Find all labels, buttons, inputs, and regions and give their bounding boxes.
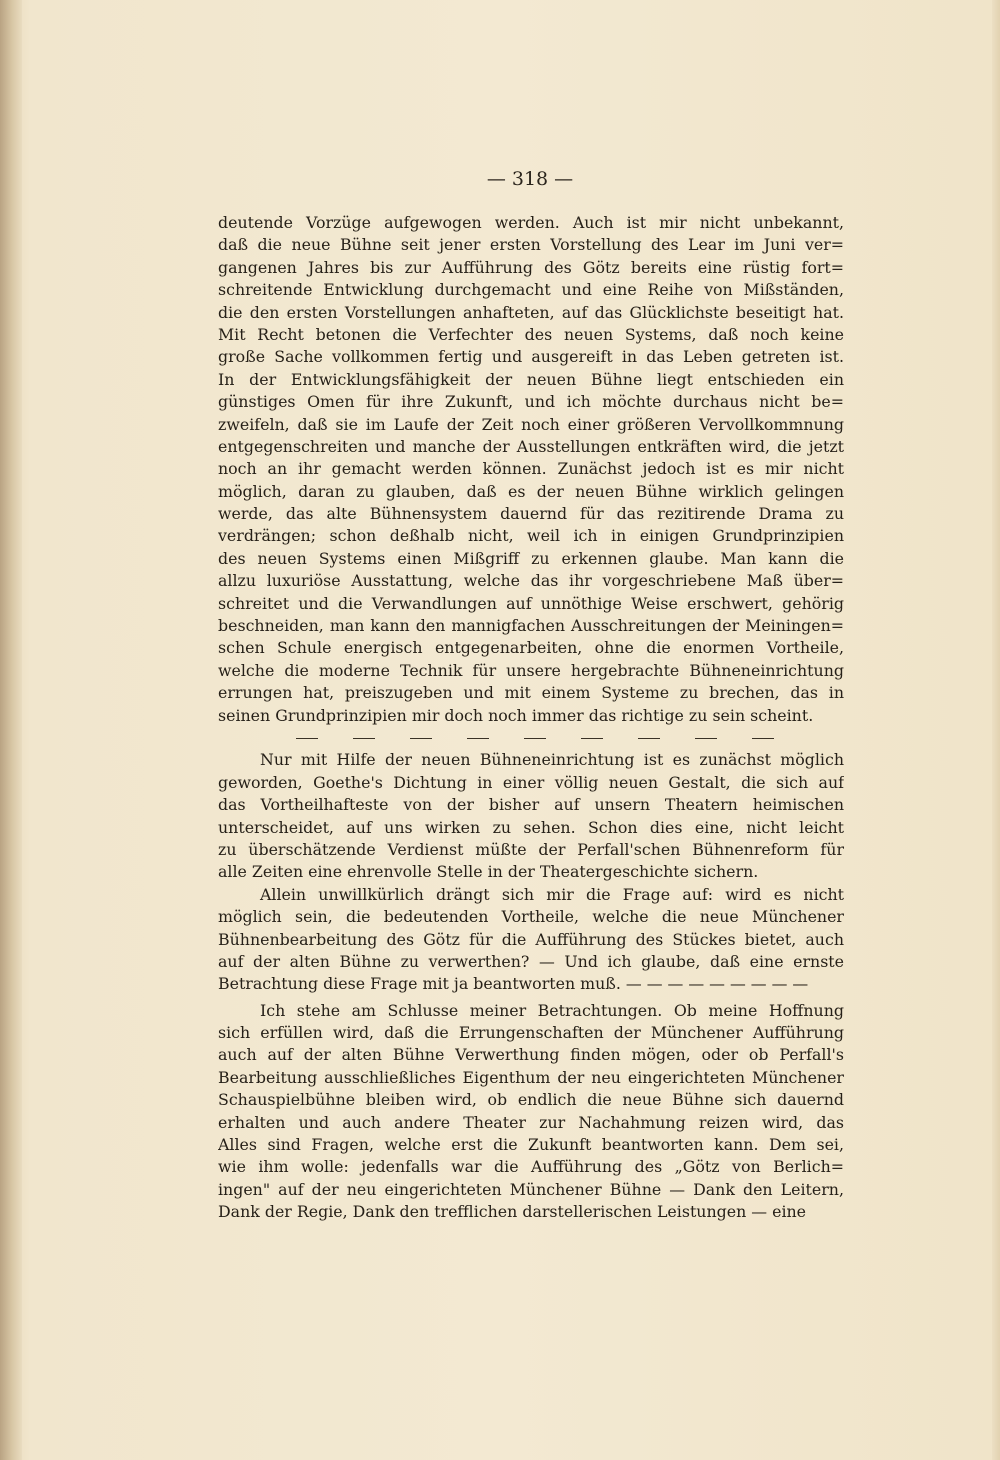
paragraph-3 — [218, 884, 844, 996]
text-line: noch an ihr gemacht werden können. Zunächst jedoch ist es mir nicht — [218, 459, 844, 479]
text-line: Betrachtung diese Frage mit ja beantworten muß. — — — — — — — — — — [218, 974, 809, 994]
text-line: Bühnenbearbeitung des Götz für die Aufführung des Stückes bietet, auch — [218, 929, 844, 949]
body-text — [218, 212, 844, 1224]
paragraph-2 — [218, 749, 844, 883]
separator-dash — [467, 738, 489, 739]
text-line: beschneiden, man kann den mannigfachen Ausschreitungen der Meiningen= — [218, 616, 844, 636]
text-line: die den ersten Vorstellungen anhafteten, auf das Glücklichste beseitigt hat. — [218, 302, 844, 322]
section-separator — [218, 727, 844, 749]
text-line: große Sache vollkommen fertig und ausgereift in das Leben getreten ist. — [218, 347, 844, 367]
text-line: errungen hat, preiszugeben und mit einem Systeme zu brechen, das in — [218, 683, 844, 703]
page-number: — 318 — — [486, 168, 574, 190]
text-line: werde, das alte Bühnensystem dauernd für das rezitirende Drama zu — [218, 504, 844, 524]
text-line: wie ihm wolle: jedenfalls war die Aufführung des „Götz von Berlich= — [218, 1157, 844, 1177]
text-line: erhalten und auch andere Theater zur Nachahmung reizen wird, das — [218, 1112, 844, 1132]
text-line: entgegenschreiten und manche der Ausstellungen entkräften wird, die jetzt — [218, 436, 844, 456]
text-line: möglich sein, die bedeutenden Vortheile, welche die neue Münchener — [218, 907, 844, 927]
text-line: deutende Vorzüge aufgewogen werden. Auch ist mir nicht unbekannt, — [218, 213, 844, 232]
text-line: daß die neue Bühne seit jener ersten Vorstellung des Lear im Juni ver= — [218, 235, 844, 255]
text-line: Schauspielbühne bleiben wird, ob endlich die neue Bühne sich dauernd — [218, 1090, 844, 1110]
text-line: gangenen Jahres bis zur Aufführung des Götz bereits eine rüstig fort= — [218, 257, 844, 277]
text-line: Bearbeitung ausschließliches Eigenthum der neu eingerichteten Münchener — [218, 1067, 844, 1087]
text-line: das Vortheilhafteste von der bisher auf unsern Theatern heimischen — [218, 795, 844, 815]
text-line: unterscheidet, auf uns wirken zu sehen. Schon dies eine, nicht leicht — [218, 817, 844, 837]
text-line: sich erfüllen wird, daß die Errungenschaften der Münchener Aufführung — [218, 1023, 844, 1043]
text-line: geworden, Goethe's Dichtung in einer völlig neuen Gestalt, die sich auf — [218, 772, 844, 792]
text-line: Allein unwillkürlich drängt sich mir die Frage auf: wird es nicht — [260, 884, 844, 904]
text-line: Alles sind Fragen, welche erst die Zukunft beantworten kann. Dem sei, — [218, 1135, 844, 1155]
text-line: In der Entwicklungsfähigkeit der neuen Bühne liegt entschieden ein — [218, 369, 844, 389]
text-line: Dank der Regie, Dank den trefflichen darstellerischen Leistungen — eine — [218, 1202, 807, 1222]
separator-dash — [353, 738, 375, 739]
separator-dash — [638, 738, 660, 739]
text-line: zu überschätzende Verdienst müßte der Perfall'schen Bühnenreform für — [218, 839, 844, 859]
separator-dash — [410, 738, 432, 739]
text-line: alle Zeiten eine ehrenvolle Stelle in der Theatergeschichte sichern. — [218, 862, 759, 882]
book-gutter — [0, 0, 22, 1460]
paragraph-1 — [218, 212, 844, 727]
text-line: Ich stehe am Schlusse meiner Betrachtungen. Ob meine Hoffnung — [260, 1000, 844, 1020]
text-line: günstiges Omen für ihre Zukunft, und ich möchte durchaus nicht be= — [218, 392, 844, 412]
paragraph-4 — [218, 1000, 844, 1224]
text-line: verdrängen; schon deßhalb nicht, weil ich in einigen Grundprinzipien — [218, 526, 844, 546]
separator-dash — [752, 738, 774, 739]
text-line: auf der alten Bühne zu verwerthen? — Und ich glaube, daß eine ernste — [218, 951, 844, 971]
page-edge — [992, 0, 1000, 1460]
text-line: welche die moderne Technik für unsere hergebrachte Bühneneinrichtung — [218, 660, 844, 680]
text-line: möglich, daran zu glauben, daß es der neuen Bühne wirklich gelingen — [218, 481, 844, 501]
separator-dash — [581, 738, 603, 739]
text-line: schreitende Entwicklung durchgemacht und eine Reihe von Mißständen, — [218, 280, 844, 300]
text-line: allzu luxuriöse Ausstattung, welche das ihr vorgeschriebene Maß über= — [218, 571, 844, 591]
separator-dash — [524, 738, 546, 739]
text-line: zweifeln, daß sie im Laufe der Zeit noch einer größeren Vervollkommnung — [218, 414, 844, 434]
separator-dash — [296, 738, 318, 739]
text-line: ingen" auf der neu eingerichteten Münchener Bühne — Dank den Leitern, — [218, 1179, 844, 1199]
separator-dash — [695, 738, 717, 739]
text-line: schen Schule energisch entgegenarbeiten, ohne die enormen Vortheile, — [218, 638, 844, 658]
text-line: des neuen Systems einen Mißgriff zu erkennen glaube. Man kann die — [218, 548, 844, 568]
text-line: schreitet und die Verwandlungen auf unnöthige Weise erschwert, gehörig — [218, 593, 844, 613]
text-line: Mit Recht betonen die Verfechter des neuen Systems, daß noch keine — [218, 324, 844, 344]
text-line: seinen Grundprinzipien mir doch noch immer das richtige zu sein scheint. — [218, 705, 814, 725]
text-line: auch auf der alten Bühne Verwerthung finden mögen, oder ob Perfall's — [218, 1045, 844, 1065]
text-line: Nur mit Hilfe der neuen Bühneneinrichtung ist es zunächst möglich — [260, 750, 844, 770]
